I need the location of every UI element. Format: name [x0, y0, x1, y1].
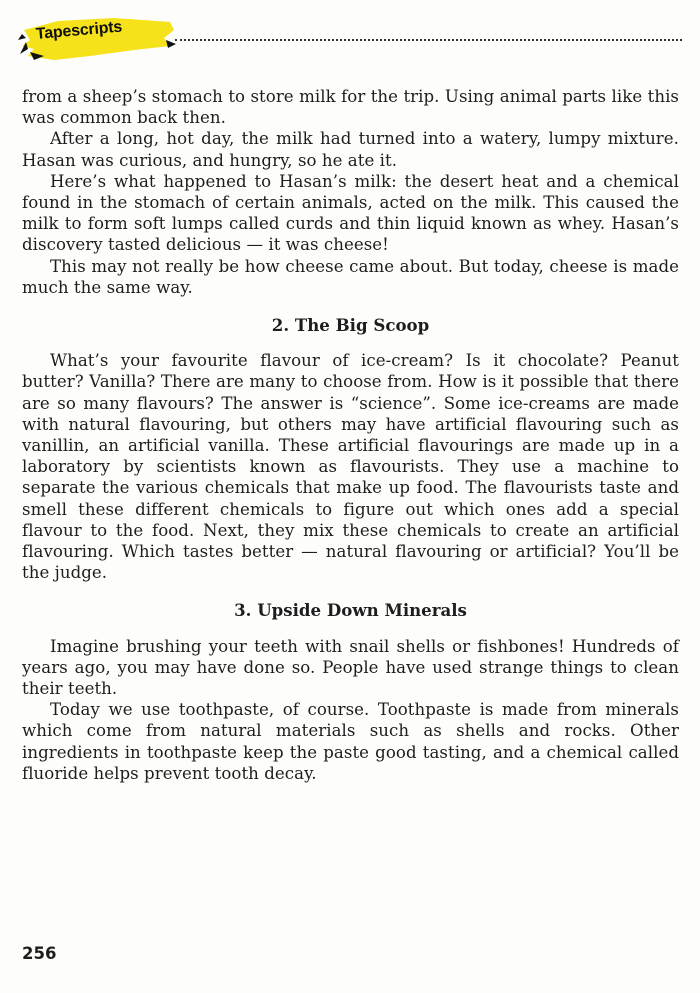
- paragraph: Imagine brushing your teeth with snail shells or fishbones! Hundreds of years ago, you may have done so. People have used strange things to clean their teeth.: [22, 636, 679, 699]
- running-header: [18, 16, 682, 62]
- section-label: Tapescripts: [35, 18, 123, 43]
- section-heading: 3. Upside Down Minerals: [234, 600, 467, 621]
- paragraph: Here’s what happened to Hasan’s milk: the desert heat and a chemical found in the stomach of certain animals, acted on the milk. This caused the milk to form soft lumps called curds and thin liquid known as whey. Hasan’s discovery tasted delicious — it was cheese!: [22, 171, 679, 255]
- dotted-rule: [175, 39, 682, 41]
- section-heading: 2. The Big Scoop: [271, 315, 430, 336]
- tapescripts-badge: [18, 16, 178, 62]
- paragraph: After a long, hot day, the milk had turned into a watery, lumpy mixture. Hasan was curious, and hungry, so he ate it.: [22, 129, 679, 170]
- paragraph: Today we use toothpaste, of course. Toothpaste is made from minerals which come from natural materials such as shells and rocks. Other ingredients in toothpaste keep the paste good tasting, and a chemical called fluoride helps prevent tooth decay.: [22, 700, 679, 783]
- paragraph: What’s your favourite flavour of ice-cream? Is it chocolate? Peanut butter? Vanilla? There are many to choose from. How is it possible that there are so many flavours? The answer is “science”. Some ice-creams are made with natural flavouring, but others may have artificial flavouring such as vanillin, an artificial vanilla. These artificial flavourings are made up in a laboratory by scientists known as flavourists. They use a machine to separate the various chemicals that make up food. The flavourists taste and smell these different chemicals to figure out which ones add a special flavour to the food. Next, they mix these chemicals to create an artificial flavouring. Which tastes better — natural flavouring or artificial? You’ll be the judge.: [22, 351, 679, 583]
- paragraph: from a sheep’s stomach to store milk for the trip. Using animal parts like this was common back then.: [22, 87, 679, 128]
- text-body: [22, 86, 679, 784]
- page-number: 256: [22, 944, 57, 963]
- paragraph: This may not really be how cheese came about. But today, cheese is made much the same way.: [22, 256, 679, 297]
